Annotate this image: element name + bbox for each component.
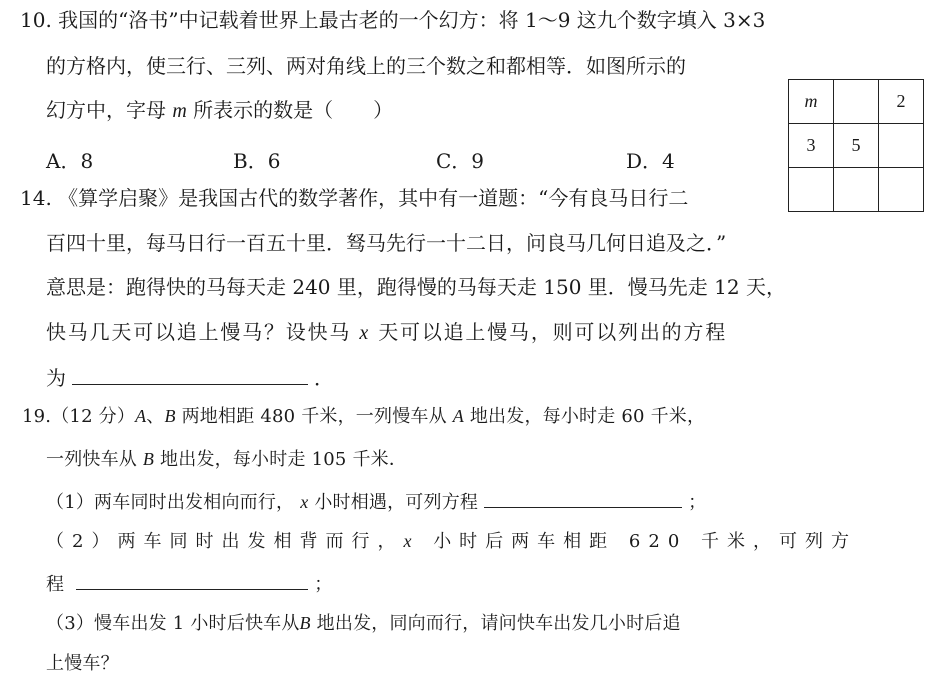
q19-part3 [46, 614, 681, 633]
q19-line1-c: 地出发，每小时走 60 千米， [469, 406, 706, 427]
var-b: B [299, 613, 311, 633]
q19-part3-cont: 上慢车？ [46, 653, 119, 674]
var-m: m [172, 100, 187, 122]
answer-blank[interactable] [484, 491, 682, 508]
q19-number: 19.（12 分） [22, 406, 136, 427]
q10-option-b: B．6 [233, 149, 281, 173]
q19-p3-b: 地出发，同向而行，请问快车出发几小时后追 [316, 613, 681, 634]
grid-cell: 3 [789, 124, 834, 168]
grid-cell: m [789, 80, 834, 124]
q10-line2: 的方格内，使三行、三列、两对角线上的三个数之和都相等．如图所示的 [46, 54, 686, 78]
q14-line4-b: 天可以追上慢马，则可以列出的方程 [378, 320, 728, 344]
q10-line3-b: 所表示的数是（ ） [193, 98, 394, 122]
var-x: x [300, 492, 309, 512]
q19-p3-a: （3）慢车出发 1 小时后快车从 [46, 613, 300, 634]
q19-line1-b: 两地相距 480 千米，一列慢车从 [181, 406, 447, 427]
q14-line5-b: ． [314, 366, 334, 390]
var-a: A [135, 406, 147, 426]
q19-p2-a: （2）两车同时出发相背而行， [46, 531, 404, 552]
q14-line4-a: 快马几天可以追上慢马？设快马 [46, 320, 352, 344]
q19-p1-b: 小时相遇，可列方程 [314, 492, 479, 513]
grid-cell [879, 168, 924, 212]
q10-option-a: A．8 [46, 149, 94, 173]
var-a: A [452, 406, 464, 426]
q19-p2-b: 小时后两车相距 620 千米，可列方 [433, 531, 857, 552]
q19-line1 [22, 407, 705, 426]
grid-cell: 2 [879, 80, 924, 124]
q19-p1-end: ； [688, 492, 707, 513]
grid-cell [879, 124, 924, 168]
q19-line2 [46, 450, 407, 469]
magic-square-grid [788, 79, 924, 212]
q10-line1: 10. 我国的“洛书”中记载着世界上最古老的一个幻方：将 1～9 这九个数字填入 3×3 [20, 8, 766, 32]
q14-line5 [46, 368, 334, 388]
var-x: x [359, 322, 371, 344]
var-b: B [164, 406, 176, 426]
grid-cell [834, 80, 879, 124]
grid-cell [834, 168, 879, 212]
q10-option-d: D．4 [626, 149, 675, 173]
q10-line3-a: 幻方中，字母 [46, 98, 166, 122]
q14-line1: 14. 《算学启聚》是我国古代的数学著作，其中有一道题：“今有良马日行二 [20, 186, 689, 210]
grid-cell: 5 [834, 124, 879, 168]
grid-cell [789, 168, 834, 212]
q19-p2-end: ； [314, 574, 333, 595]
var-b: B [142, 449, 155, 469]
q19-line2-a: 一列快车从 [46, 449, 137, 470]
answer-blank[interactable] [72, 368, 308, 385]
q19-part2-cont [46, 573, 332, 594]
q19-sep: 、 [146, 406, 165, 427]
var-x: x [403, 531, 420, 551]
q10-line3 [46, 100, 393, 121]
q14-line2: 百四十里，每马日行一百五十里．驽马先行一十二日，问良马几何日追及之．” [46, 231, 727, 255]
q19-line2-b: 地出发，每小时走 105 千米． [160, 449, 408, 470]
q14-line4 [46, 322, 727, 343]
answer-blank[interactable] [76, 573, 308, 590]
q19-p1-a: （1）两车同时出发相向而行， [46, 492, 295, 513]
q14-line3: 意思是：跑得快的马每天走 240 里，跑得慢的马每天走 150 里．慢马先走 12 天， [46, 275, 786, 299]
q19-p2-c: 程 [46, 574, 65, 595]
q14-line5-a: 为 [46, 366, 66, 390]
q10-option-c: C．9 [436, 149, 485, 173]
q19-part2 [46, 532, 857, 551]
q19-part1 [46, 491, 706, 512]
